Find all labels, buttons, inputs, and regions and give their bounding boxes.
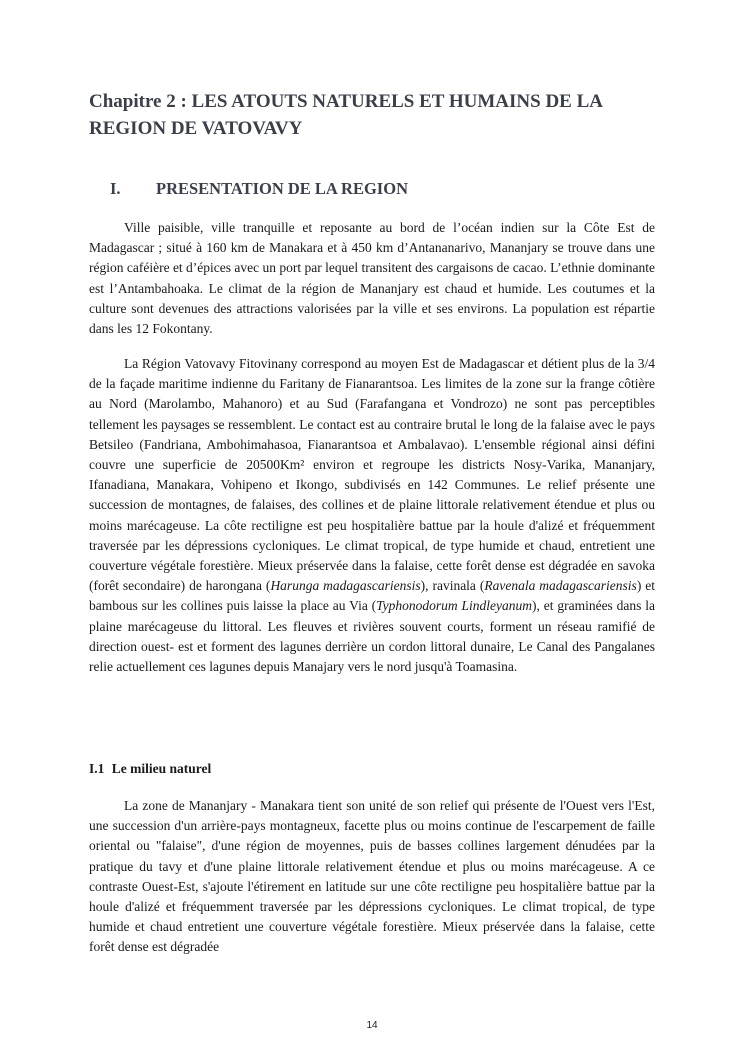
- subsection-title: Le milieu naturel: [111, 761, 212, 776]
- paragraph-mananjary-presentation: Ville paisible, ville tranquille et reposante au bord de l’océan indien sur la Côte Est de Madagascar ; situé à 160 km de Manakara et à 450 km d’Antananarivo, Mananjary se trouve dans une région caféière et d’épices avec un port par lequel transitent des cargaisons de cacao. L’ethnie dominante est l’Antambahoaka. Le climat de la région de Mananjary est chaud et humide. Les coutumes et la culture sont devenues des attractions valorisées par la ville et ses environs. La population est répartie dans les 12 Fokontany.: [89, 220, 656, 337]
- subsection-number: I.1: [89, 761, 105, 776]
- paragraph-text: ), et graminées dans la plaine marécageuse du littoral. Les fleuves et rivières souvent courts, forment un réseau ramifié de direction ouest- est et forment des lagunes derrière un cordon littoral dunaire, Le Canal des Pangalanes relie actuellement ces lagunes depuis Manajary vers le nord jusqu'à Toamasina.: [89, 598, 656, 675]
- paragraph-text: ) et bambous sur les collines puis laisse la place au Via (: [89, 578, 655, 614]
- page-number: 14: [366, 1020, 378, 1031]
- paragraph-region-vatovavy: [89, 354, 655, 677]
- paragraph-text: ), ravinala (: [420, 578, 485, 594]
- section-title: PRESENTATION DE LA REGION: [156, 179, 408, 198]
- species-name-harunga: Harunga madagascariensis: [270, 578, 421, 594]
- subsection-heading: [89, 761, 211, 777]
- paragraph-milieu-naturel: La zone de Mananjary - Manakara tient son unité de son relief qui présente de l'Ouest vers l'Est, une succession d'un arrière-pays montagneux, facette plus ou moins continue de l'escarpement de faille oriental ou "falaise", d'une région de moyennes, puis de basses collines largement dénudées par la pratique du tavy et d'une plaine littorale relativement étendue et plus ou moins marécageuse. A ce contraste Ouest-Est, s'ajoute l'étirement en latitude sur une côte rectiligne peu hospitalière battue par la houle d'alizé et fréquemment traversée par les dépressions cycloniques. Le climat tropical, de type humide et chaud entretient une couverture végétale forestière. Mieux préservée dans la falaise, cette forêt dense est dégradée: [89, 798, 655, 955]
- section-number: I.: [110, 179, 121, 198]
- chapter-title: Chapitre 2 : LES ATOUTS NATURELS ET HUMAINS DE LA REGION DE VATOVAVY: [89, 91, 602, 139]
- paragraph-text: La Région Vatovavy Fitovinany correspond au moyen Est de Madagascar et détient plus de la 3/4 de la façade maritime indienne du Faritany de Fianarantsoa. Les limites de la zone sur la frange côtière au Nord (Marolambo, Mahanoro) et au Sud (Farafangana et Vondrozo) ne sont pas perceptibles tellement les paysages se ressemblent. Le contact est au contraire brutal le long de la falaise avec le pays Betsileo (Fandriana, Ambohimahasoa, Fianarantsoa et Ambalavao). L'ensemble régional ainsi défini couvre une superficie de 20500Km² environ et regroupe les districts Nosy-Varika, Mananjary, Ifanadiana, Manakara, Vohipeno et Ikongo, subdivisés en 142 Communes. Le relief présente une succession de montagnes, de falaises, des collines et de plaine littorale relativement étendue et plus ou moins marécageuse. La côte rectiligne est peu hospitalière battue par la houle d'alizé et fréquemment traversée par les dépressions cycloniques. Le climat tropical, de type humide et chaud, entretient une couverture végétale forestière. Mieux préservée dans la falaise, cette forêt dense est dégradée en savoka (forêt secondaire) de harongana (: [89, 356, 655, 594]
- species-name-ravenala: Ravenala madagascariensis: [484, 578, 637, 594]
- section-heading: [110, 179, 408, 199]
- species-name-typhonodorum: Typhonodorum Lindleyanum: [376, 598, 533, 614]
